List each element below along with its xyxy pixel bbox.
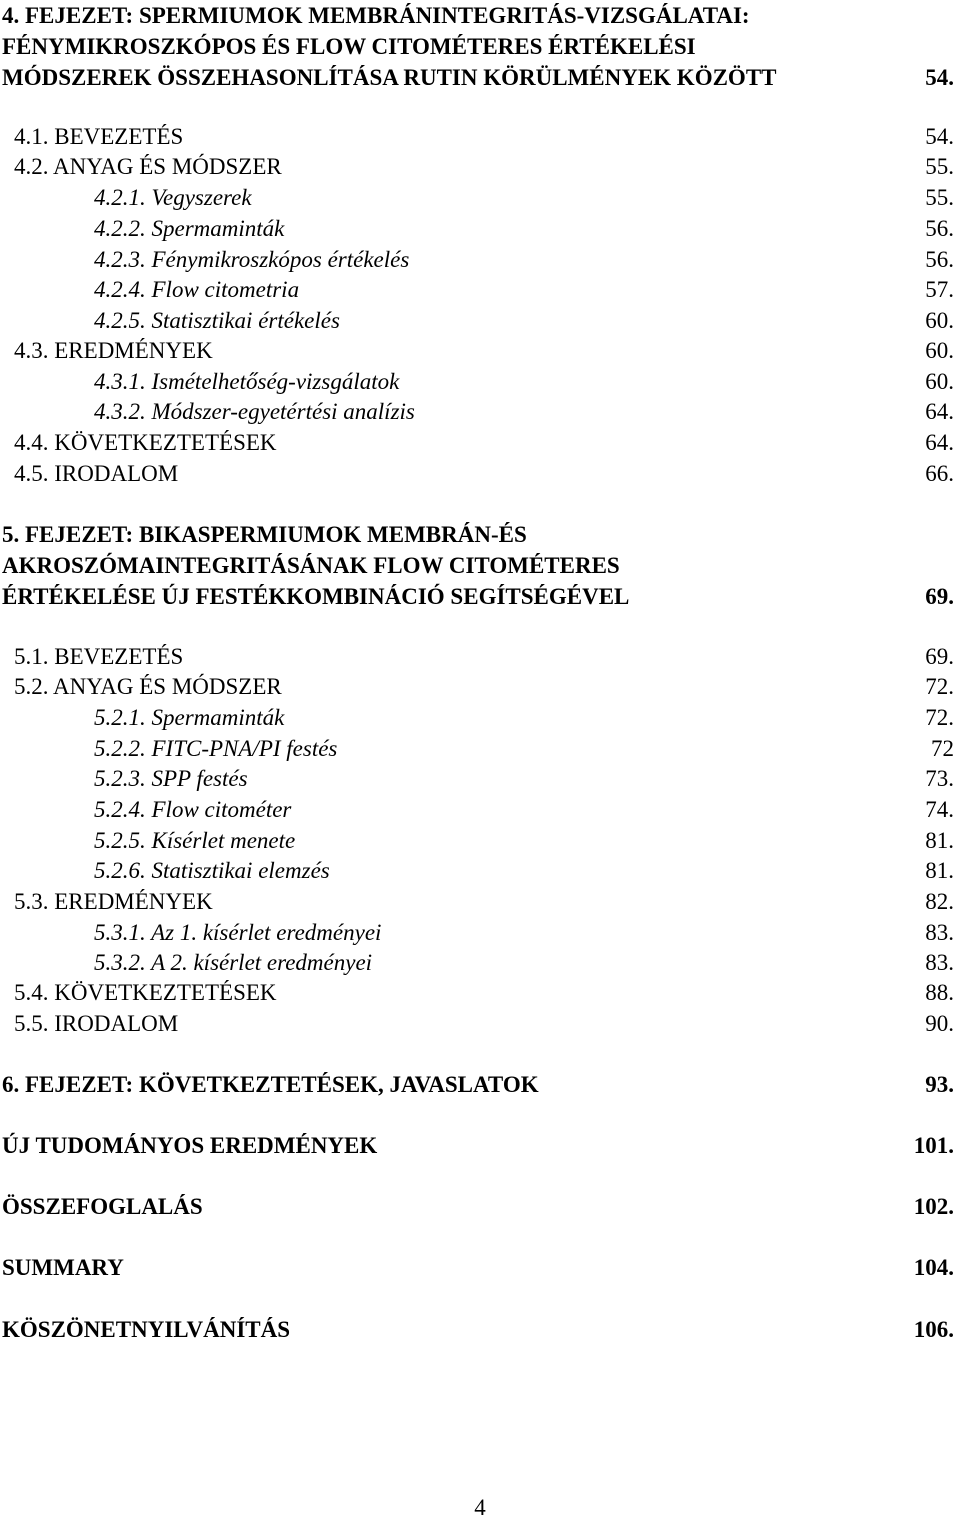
toc-entry-page: 90. bbox=[925, 1011, 954, 1036]
toc-section-page: 106. bbox=[913, 1317, 954, 1342]
toc-entry bbox=[0, 367, 960, 397]
chapter-5-title-line-3-wrap bbox=[2, 581, 958, 612]
toc-section-label: SUMMARY bbox=[2, 1255, 124, 1280]
toc-entry-page: 64. bbox=[925, 399, 954, 424]
toc-entry bbox=[0, 703, 960, 733]
toc-entry-label: 5.3.1. Az 1. kísérlet eredményei bbox=[94, 920, 382, 945]
toc-entry bbox=[0, 306, 960, 336]
toc-section bbox=[0, 1192, 960, 1222]
toc-entry-page: 81. bbox=[925, 828, 954, 853]
toc-entry bbox=[0, 918, 960, 948]
toc-entry-page: 73. bbox=[925, 766, 954, 791]
chapter-5-page: 69. bbox=[925, 584, 954, 609]
toc-entry-label: 5.1. BEVEZETÉS bbox=[14, 644, 184, 669]
toc-entry-label: 4.2.3. Fénymikroszkópos értékelés bbox=[94, 247, 410, 272]
toc-entry bbox=[0, 795, 960, 825]
toc-entry-page: 72. bbox=[925, 705, 954, 730]
page-number: 4 bbox=[474, 1495, 486, 1520]
toc-entry-page: 72. bbox=[925, 674, 954, 699]
toc-entry bbox=[0, 887, 960, 917]
toc-entry-page: 54. bbox=[925, 124, 954, 149]
toc-entry bbox=[0, 856, 960, 886]
toc-entry bbox=[0, 672, 960, 702]
toc-entry-label: 4.2.2. Spermaminták bbox=[94, 216, 285, 241]
toc-entry-label: 4.3.1. Ismételhetőség-vizsgálatok bbox=[94, 369, 400, 394]
toc-entry bbox=[0, 1009, 960, 1039]
toc-entry-label: 5.3. EREDMÉNYEK bbox=[14, 889, 213, 914]
toc-section-label: ÖSSZEFOGLALÁS bbox=[2, 1194, 203, 1219]
toc-entry-page: 81. bbox=[925, 858, 954, 883]
toc-entry bbox=[0, 428, 960, 458]
toc-entry-label: 4.5. IRODALOM bbox=[14, 461, 179, 486]
toc-entry-label: 5.4. KÖVETKEZTETÉSEK bbox=[14, 980, 277, 1005]
toc-entry bbox=[0, 122, 960, 152]
toc-entry-label: 4.4. KÖVETKEZTETÉSEK bbox=[14, 430, 277, 455]
toc-section bbox=[0, 1315, 960, 1345]
chapter-4-page: 54. bbox=[925, 65, 954, 90]
toc-entry-page: 57. bbox=[925, 277, 954, 302]
toc-entry bbox=[0, 734, 960, 764]
toc-entry-page: 74. bbox=[925, 797, 954, 822]
chapter-4-heading bbox=[2, 0, 958, 93]
toc-section bbox=[0, 1131, 960, 1161]
chapter-5-title-line-1: 5. FEJEZET: BIKASPERMIUMOK MEMBRÁN-ÉS bbox=[2, 522, 527, 547]
toc-entry-label: 5.2. ANYAG ÉS MÓDSZER bbox=[14, 674, 282, 699]
toc-entry-label: 4.2.4. Flow citometria bbox=[94, 277, 300, 302]
chapter-5-title-line-2: AKROSZÓMAINTEGRITÁSÁNAK FLOW CITOMÉTERES bbox=[2, 553, 620, 578]
toc-entry-label: 5.2.5. Kísérlet menete bbox=[94, 828, 296, 853]
toc-entry-page: 56. bbox=[925, 216, 954, 241]
toc-entry bbox=[0, 152, 960, 182]
toc-section-page: 101. bbox=[913, 1133, 954, 1158]
toc-entry-label: 5.2.1. Spermaminták bbox=[94, 705, 285, 730]
toc-entry-page: 83. bbox=[925, 950, 954, 975]
toc-entry-page: 60. bbox=[925, 308, 954, 333]
toc-entry-label: 5.2.3. SPP festés bbox=[94, 766, 248, 791]
toc-entry bbox=[0, 826, 960, 856]
chapter-6-title: 6. FEJEZET: KÖVETKEZTETÉSEK, JAVASLATOK bbox=[2, 1072, 539, 1097]
toc-entry bbox=[0, 764, 960, 794]
chapter-6-page: 93. bbox=[925, 1072, 954, 1097]
toc-entry-page: 83. bbox=[925, 920, 954, 945]
toc-entry-page: 60. bbox=[925, 338, 954, 363]
toc-section bbox=[0, 1253, 960, 1283]
toc-entry-label: 4.2. ANYAG ÉS MÓDSZER bbox=[14, 154, 282, 179]
toc-entry-page: 55. bbox=[925, 185, 954, 210]
toc-entry-page: 88. bbox=[925, 980, 954, 1005]
toc-entry bbox=[0, 214, 960, 244]
toc-entry-page: 72 bbox=[931, 736, 954, 761]
chapter-4-title-line-2: FÉNYMIKROSZKÓPOS ÉS FLOW CITOMÉTERES ÉRTÉKELÉSI bbox=[2, 34, 696, 59]
toc-entry bbox=[0, 459, 960, 489]
toc-entry-label: 4.3.2. Módszer-egyetértési analízis bbox=[94, 399, 415, 424]
chapter-6-heading bbox=[0, 1070, 960, 1100]
toc-entry-label: 5.2.4. Flow citométer bbox=[94, 797, 292, 822]
toc-entry-page: 66. bbox=[925, 461, 954, 486]
toc-entry bbox=[0, 245, 960, 275]
toc-entry-label: 4.3. EREDMÉNYEK bbox=[14, 338, 213, 363]
toc-entry-page: 82. bbox=[925, 889, 954, 914]
chapter-5-heading bbox=[2, 519, 958, 612]
chapter-4-title-line-3-wrap bbox=[2, 62, 958, 93]
toc-entry-label: 5.3.2. A 2. kísérlet eredményei bbox=[94, 950, 373, 975]
chapter-4-title-line-3: MÓDSZEREK ÖSSZEHASONLÍTÁSA RUTIN KÖRÜLMÉNYEK KÖZÖTT bbox=[2, 65, 777, 90]
toc-section-label: KÖSZÖNETNYILVÁNÍTÁS bbox=[2, 1317, 291, 1342]
toc-entry bbox=[0, 397, 960, 427]
toc-entry-label: 5.2.6. Statisztikai elemzés bbox=[94, 858, 330, 883]
chapter-5-title-line-3: ÉRTÉKELÉSE ÚJ FESTÉKKOMBINÁCIÓ SEGÍTSÉGÉVEL bbox=[2, 584, 630, 609]
toc-entry-label: 5.2.2. FITC-PNA/PI festés bbox=[94, 736, 338, 761]
toc-entry bbox=[0, 948, 960, 978]
toc-entry-page: 60. bbox=[925, 369, 954, 394]
toc-section-page: 102. bbox=[913, 1194, 954, 1219]
toc-entry-page: 55. bbox=[925, 154, 954, 179]
toc-section-label: ÚJ TUDOMÁNYOS EREDMÉNYEK bbox=[2, 1133, 378, 1158]
toc-entry-page: 64. bbox=[925, 430, 954, 455]
toc-entry-label: 5.5. IRODALOM bbox=[14, 1011, 179, 1036]
toc-entry-page: 56. bbox=[925, 247, 954, 272]
toc-entry-label: 4.1. BEVEZETÉS bbox=[14, 124, 184, 149]
toc-entry-page: 69. bbox=[925, 644, 954, 669]
toc-entry-label: 4.2.5. Statisztikai értékelés bbox=[94, 308, 340, 333]
toc-entry bbox=[0, 642, 960, 672]
toc-entry bbox=[0, 275, 960, 305]
toc-section-page: 104. bbox=[913, 1255, 954, 1280]
toc-entry bbox=[0, 978, 960, 1008]
toc-entry bbox=[0, 183, 960, 213]
toc-entry bbox=[0, 336, 960, 366]
toc-entry-label: 4.2.1. Vegyszerek bbox=[94, 185, 252, 210]
chapter-4-title-line-1: 4. FEJEZET: SPERMIUMOK MEMBRÁNINTEGRITÁS-VIZSGÁLATAI: bbox=[2, 3, 750, 28]
